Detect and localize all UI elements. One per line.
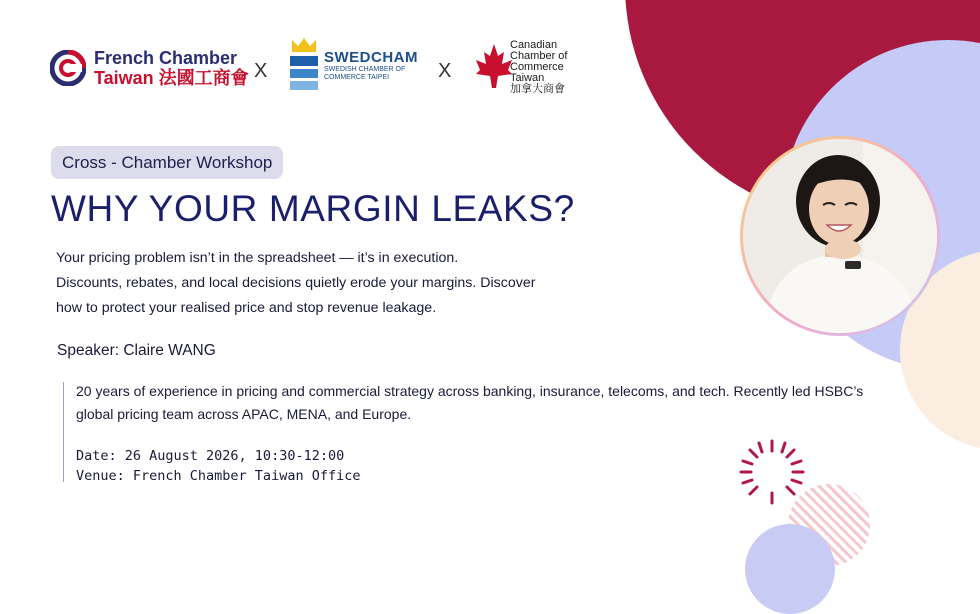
partner-separator-2: X xyxy=(438,60,452,82)
event-date: Date: 26 August 2026, 10:30-12:00 xyxy=(76,448,345,464)
partner-separator: X xyxy=(254,60,268,82)
event-description xyxy=(56,246,596,321)
maple-leaf-icon xyxy=(474,40,514,92)
swedcham-name: SWEDCHAM xyxy=(324,48,418,66)
canadian-chamber-line3: Commerce xyxy=(510,61,564,73)
swedcham-logo xyxy=(288,38,434,92)
workshop-tag: Cross - Chamber Workshop xyxy=(51,146,283,179)
sparkle-burst-icon xyxy=(735,437,809,507)
canadian-chamber-line1: Canadian xyxy=(510,39,558,51)
french-chamber-location: Taiwan 法國工商會 xyxy=(94,68,249,88)
speaker-bio: 20 years of experience in pricing and commercial strategy across banking, insurance, telecoms, and tech. Recently led HSBC’s global pricing team across APAC, MENA, and Europe. xyxy=(76,383,864,422)
description-line-2: Discounts, rebates, and local decisions quietly erode your margins. Discover xyxy=(56,275,536,291)
event-venue: Venue: French Chamber Taiwan Office xyxy=(76,468,361,484)
french-chamber-icon xyxy=(50,50,86,86)
french-chamber-logo xyxy=(50,48,249,88)
speaker-photo xyxy=(743,139,937,333)
description-line-3: how to protect your realised price and stop revenue leakage. xyxy=(56,300,437,316)
canadian-chamber-line5: 加拿大商會 xyxy=(510,83,565,95)
event-title: WHY YOUR MARGIN LEAKS? xyxy=(51,188,575,229)
decor-circle-small-lavender xyxy=(745,524,835,614)
canadian-chamber-logo xyxy=(474,40,567,95)
crown-icon xyxy=(288,38,320,92)
canadian-chamber-line2: Chamber of xyxy=(510,50,568,62)
canadian-chamber-line4: Taiwan xyxy=(510,72,545,84)
description-line-1: Your pricing problem isn’t in the spreadsheet — it’s in execution. xyxy=(56,250,459,266)
bio-accent-bar xyxy=(63,382,64,482)
swedcham-subtitle: SWEDISH CHAMBER OF COMMERCE TAIPEI xyxy=(324,65,406,81)
french-chamber-name: French Chamber xyxy=(94,48,238,68)
event-details xyxy=(76,446,360,486)
speaker-photo-frame xyxy=(740,136,940,336)
speaker-name: Speaker: Claire WANG xyxy=(57,342,216,359)
